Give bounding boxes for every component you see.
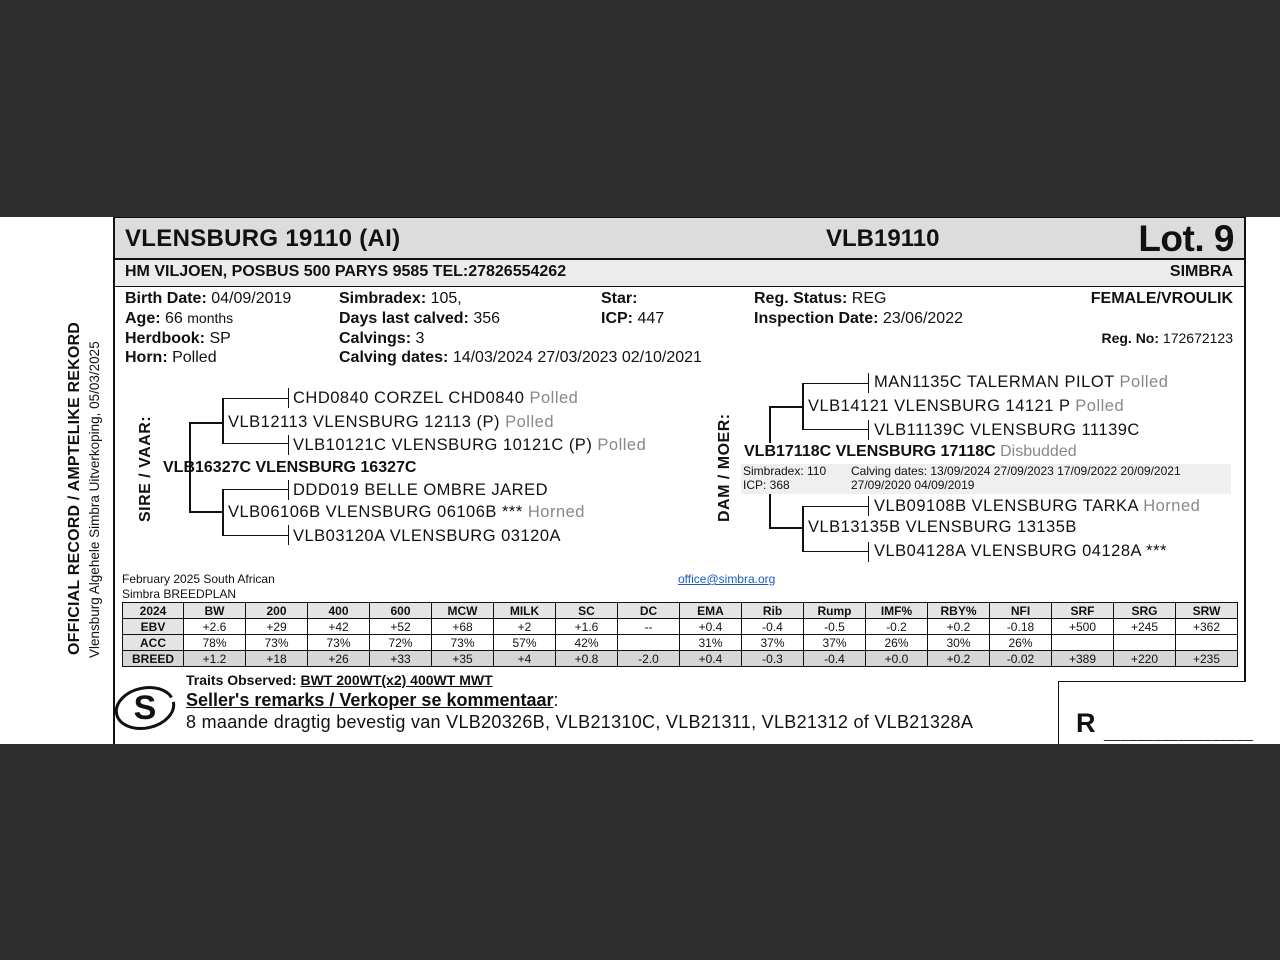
dd-tick xyxy=(868,542,869,562)
ebv-cell xyxy=(1052,635,1114,651)
calvings-field: Calvings: 3 xyxy=(339,330,425,347)
ebv-cell: +18 xyxy=(246,651,308,667)
ebv-header-row xyxy=(123,603,1238,619)
ebv-cell: 73% xyxy=(308,635,370,651)
ebv-cell: +33 xyxy=(370,651,432,667)
dd-tick xyxy=(868,496,869,516)
ebv-header-cell: SRW xyxy=(1176,603,1238,619)
dam-icp: ICP: 368 xyxy=(743,478,790,492)
ebv-cell: 73% xyxy=(246,635,308,651)
ebv-cell: +235 xyxy=(1176,651,1238,667)
ebv-header-cell: NFI xyxy=(990,603,1052,619)
ebv-table xyxy=(122,602,1238,667)
dam-sire-dam: VLB11139C VLENSBURG 11139C xyxy=(874,421,1140,439)
ebv-cell: -0.4 xyxy=(742,619,804,635)
sire-bracket xyxy=(189,422,222,424)
ds-bracket xyxy=(802,429,868,430)
ebv-cell: +35 xyxy=(432,651,494,667)
star-field: Star: xyxy=(601,290,638,307)
ds-bracket xyxy=(802,383,868,384)
ebv-cell: 30% xyxy=(928,635,990,651)
sd-tick xyxy=(288,480,289,500)
dam-dam: VLB13135B VLENSBURG 13135B xyxy=(808,518,1077,536)
ds-tick xyxy=(868,373,869,393)
icp-field: ICP: 447 xyxy=(601,310,665,327)
breedplan-note-2: Simbra BREEDPLAN xyxy=(122,587,237,601)
ebv-cell: +0.4 xyxy=(680,651,742,667)
ebv-cell: 78% xyxy=(184,635,246,651)
ebv-header-cell: 200 xyxy=(246,603,308,619)
dam-dam-dam: VLB04128A VLENSBURG 04128A *** xyxy=(874,542,1167,560)
ebv-cell xyxy=(618,635,680,651)
sd-bracket xyxy=(222,489,288,490)
sire-bracket xyxy=(189,511,222,513)
dam-bracket xyxy=(769,406,802,408)
ebv-header-cell: Rib xyxy=(742,603,804,619)
ebv-header-cell: 2024 xyxy=(123,603,184,619)
ebv-cell: 26% xyxy=(990,635,1052,651)
ebv-cell: -0.18 xyxy=(990,619,1052,635)
dam-bracket xyxy=(769,527,802,529)
price-line[interactable]: __________________ xyxy=(1104,725,1254,741)
ebv-header-cell: SRF xyxy=(1052,603,1114,619)
dam-calving-dates-cont: 27/09/2020 04/09/2019 xyxy=(851,478,975,492)
ebv-header-cell: MCW xyxy=(432,603,494,619)
ss-tick xyxy=(288,388,289,408)
remarks-text: 8 maande dragtig bevestig van VLB20326B, VLB21310C, VLB21311, VLB21312 of VLB21328A xyxy=(186,712,974,732)
sire-label: SIRE / VAAR: xyxy=(137,415,154,522)
sire-dam: VLB06106B VLENSBURG 06106B *** Horned xyxy=(228,503,585,521)
sale-name-label: Vlensburg Algehele Simbra Uitverkoping, 05/03/2025 xyxy=(87,341,102,658)
dam-calving-dates: Calving dates: 13/09/2024 27/09/2023 17/09/2022 20/09/2021 xyxy=(851,464,1181,478)
ebv-cell: 26% xyxy=(866,635,928,651)
sd-tick xyxy=(288,525,289,545)
ebv-cell: +389 xyxy=(1052,651,1114,667)
lot-number: Lot. 9 xyxy=(1138,218,1234,259)
sd-bracket xyxy=(222,489,224,536)
ebv-cell: -0.3 xyxy=(742,651,804,667)
ebv-row-label: EBV xyxy=(123,619,184,635)
ebv-cell: +26 xyxy=(308,651,370,667)
ebv-cell: +362 xyxy=(1176,619,1238,635)
ebv-header-cell: DC xyxy=(618,603,680,619)
ebv-cell xyxy=(1176,635,1238,651)
ebv-header-cell: EMA xyxy=(680,603,742,619)
sire-sire-sire: CHD0840 CORZEL CHD0840 Polled xyxy=(293,389,579,407)
ebv-header-cell: SC xyxy=(556,603,618,619)
ss-bracket xyxy=(222,398,224,444)
price-currency: R xyxy=(1076,708,1096,738)
simbra-logo xyxy=(112,683,178,733)
sire-name: VLB16327C VLENSBURG 16327C xyxy=(163,459,417,476)
ebv-cell: +4 xyxy=(494,651,556,667)
ebv-cell: 72% xyxy=(370,635,432,651)
ebv-header-cell: Rump xyxy=(804,603,866,619)
horn-field: Horn: Polled xyxy=(125,349,217,366)
breed-label: SIMBRA xyxy=(1169,263,1233,280)
ebv-row xyxy=(123,619,1238,635)
ebv-cell: -0.5 xyxy=(804,619,866,635)
ebv-row-label: BREED xyxy=(123,651,184,667)
ss-bracket xyxy=(222,443,288,444)
birth-date-field: Birth Date: 04/09/2019 xyxy=(125,290,292,307)
calving-dates-field: Calving dates: 14/03/2024 27/03/2023 02/10/2021 xyxy=(339,349,702,366)
ebv-header-cell: SRG xyxy=(1114,603,1176,619)
ebv-cell: 73% xyxy=(432,635,494,651)
ebv-body xyxy=(123,619,1238,667)
ebv-cell: -0.02 xyxy=(990,651,1052,667)
dam-dam-sire: VLB09108B VLENSBURG TARKA Horned xyxy=(874,497,1201,515)
ebv-header-cell: RBY% xyxy=(928,603,990,619)
dam-bracket xyxy=(769,494,771,528)
ebv-row-label: ACC xyxy=(123,635,184,651)
official-record-label: OFFICIAL RECORD / AMPTELIKE REKORD xyxy=(66,321,83,655)
dam-name: VLB17118C VLENSBURG 17118C Disbudded xyxy=(744,443,1077,460)
traits-observed: Traits Observed: BWT 200WT(x2) 400WT MWT xyxy=(186,672,493,688)
ebv-cell: 57% xyxy=(494,635,556,651)
email-link[interactable]: office@simbra.org xyxy=(678,572,776,586)
ebv-cell: -0.4 xyxy=(804,651,866,667)
ds-tick xyxy=(868,420,869,440)
dam-simbradex: Simbradex: 110 xyxy=(743,464,827,478)
ebv-cell: +0.4 xyxy=(680,619,742,635)
ebv-cell: +2 xyxy=(494,619,556,635)
ebv-cell: -2.0 xyxy=(618,651,680,667)
ss-bracket xyxy=(222,398,288,399)
ebv-header-cell: 600 xyxy=(370,603,432,619)
ebv-cell: -- xyxy=(618,619,680,635)
ebv-cell: 31% xyxy=(680,635,742,651)
animal-code: VLB19110 xyxy=(826,225,940,252)
ebv-header-cell: 400 xyxy=(308,603,370,619)
ebv-cell: 37% xyxy=(804,635,866,651)
dd-bracket xyxy=(802,506,804,552)
ebv-header-cell: BW xyxy=(184,603,246,619)
ebv-cell: +2.6 xyxy=(184,619,246,635)
dam-bracket xyxy=(769,406,771,443)
ebv-header-cell: MILK xyxy=(494,603,556,619)
animal-name: VLENSBURG 19110 (AI) xyxy=(125,225,401,252)
ebv-cell: +0.2 xyxy=(928,619,990,635)
ss-tick xyxy=(288,435,289,455)
ebv-header-cell: IMF% xyxy=(866,603,928,619)
reg-status-field: Reg. Status: REG xyxy=(754,290,887,307)
ebv-cell: +0.0 xyxy=(866,651,928,667)
ebv-cell: +245 xyxy=(1114,619,1176,635)
ebv-cell: +0.8 xyxy=(556,651,618,667)
days-calved-field: Days last calved: 356 xyxy=(339,310,501,327)
ebv-cell xyxy=(1114,635,1176,651)
sire-sire: VLB12113 VLENSBURG 12113 (P) Polled xyxy=(228,413,554,431)
ebv-cell: +0.2 xyxy=(928,651,990,667)
dam-sire: VLB14121 VLENSBURG 14121 P Polled xyxy=(808,397,1125,415)
ebv-cell: +52 xyxy=(370,619,432,635)
dd-bracket xyxy=(802,551,868,552)
owner-details: HM VILJOEN, POSBUS 500 PARYS 9585 TEL:27826554262 xyxy=(125,263,567,280)
ebv-cell: +220 xyxy=(1114,651,1176,667)
sire-dam-dam: VLB03120A VLENSBURG 03120A xyxy=(293,527,562,545)
ebv-cell: -0.2 xyxy=(866,619,928,635)
ebv-cell: +500 xyxy=(1052,619,1114,635)
ebv-cell: 42% xyxy=(556,635,618,651)
ebv-cell: 37% xyxy=(742,635,804,651)
dd-bracket xyxy=(802,506,868,507)
inspection-date-field: Inspection Date: 23/06/2022 xyxy=(754,310,963,327)
sex-label: FEMALE/VROULIK xyxy=(1090,290,1233,307)
ebv-cell: +42 xyxy=(308,619,370,635)
ebv-cell: +29 xyxy=(246,619,308,635)
ebv-cell: +68 xyxy=(432,619,494,635)
age-field: Age: 66 months xyxy=(125,310,234,327)
dam-label: DAM / MOER: xyxy=(716,413,733,522)
sire-dam-sire: DDD019 BELLE OMBRE JARED xyxy=(293,481,548,499)
ebv-cell: +1.2 xyxy=(184,651,246,667)
remarks-heading: Seller's remarks / Verkoper se kommentaar: xyxy=(186,690,559,710)
sd-bracket xyxy=(222,535,288,536)
dam-extra-info xyxy=(741,464,1231,494)
breedplan-note: February 2025 South African xyxy=(122,572,275,586)
herdbook-field: Herdbook: SP xyxy=(125,330,231,347)
logo-letter: S xyxy=(133,689,157,727)
sire-sire-dam: VLB10121C VLENSBURG 10121C (P) Polled xyxy=(293,436,647,454)
ebv-row xyxy=(123,635,1238,651)
ds-bracket xyxy=(802,383,804,430)
reg-no-field: Reg. No: 172672123 xyxy=(1101,330,1233,346)
simbradex-field: Simbradex: 105, xyxy=(339,290,462,307)
ebv-row xyxy=(123,651,1238,667)
dam-sire-sire: MAN1135C TALERMAN PILOT Polled xyxy=(874,373,1169,391)
ebv-cell: +1.6 xyxy=(556,619,618,635)
